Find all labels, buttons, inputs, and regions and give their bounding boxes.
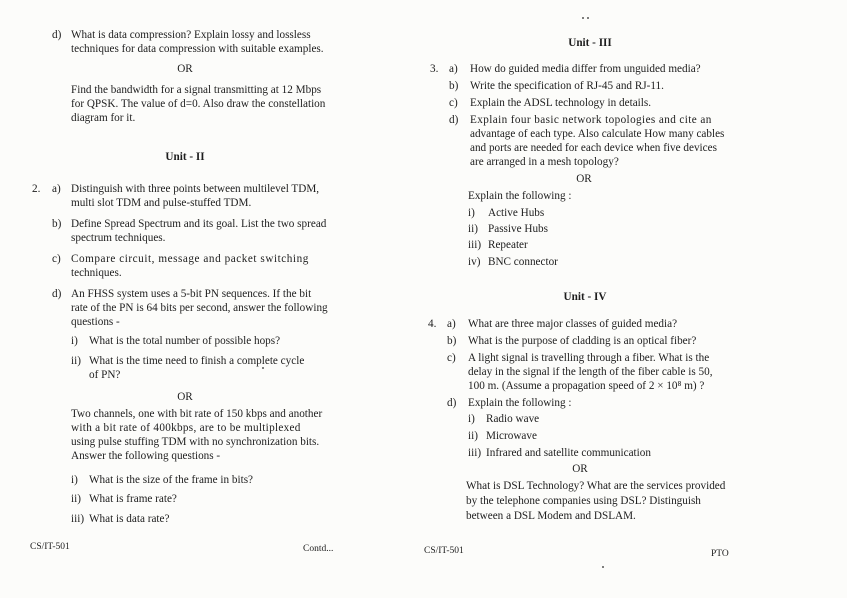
or-separator-1: OR bbox=[177, 63, 193, 75]
q1d-text-line1: What is data compression? Explain lossy and lossless bbox=[71, 29, 311, 41]
or-separator-2: OR bbox=[177, 391, 193, 403]
unit-ii-heading: Unit - II bbox=[165, 151, 205, 163]
q4c-label: c) bbox=[447, 352, 456, 364]
q3d-line2: advantage of each type. Also calculate How many cables bbox=[470, 128, 725, 140]
q3a-label: a) bbox=[449, 63, 458, 75]
alt2-i-label: i) bbox=[71, 474, 78, 486]
q4c-line2: delay in the signal if the length of the fiber cable is 50, bbox=[468, 366, 713, 378]
q3c-text: Explain the ADSL technology in details. bbox=[470, 97, 652, 109]
scan-speck bbox=[602, 566, 604, 568]
q4b-text: What is the purpose of cladding is an optical fiber? bbox=[468, 335, 697, 347]
alt4-line2: by the telephone companies using DSL? Distinguish bbox=[466, 495, 701, 507]
q1d-label: d) bbox=[52, 29, 62, 41]
alt4-line1: What is DSL Technology? What are the services provided bbox=[466, 480, 726, 492]
right-page bbox=[420, 0, 847, 598]
q2a-label: a) bbox=[52, 183, 61, 195]
footer-pto: PTO bbox=[711, 549, 729, 559]
q4b-label: b) bbox=[447, 335, 457, 347]
alt3-iii-label: iii) bbox=[468, 239, 482, 251]
alt3-ii-label: ii) bbox=[468, 223, 478, 235]
scan-speck bbox=[582, 17, 584, 19]
q2b-label: b) bbox=[52, 218, 62, 230]
q3d-line4: are arranged in a mesh topology? bbox=[470, 156, 619, 168]
q2c-label: c) bbox=[52, 253, 61, 265]
q4a-label: a) bbox=[447, 318, 456, 330]
q3-number: 3. bbox=[430, 63, 439, 75]
q3d-line3: and ports are needed for each device when five devices bbox=[470, 142, 717, 154]
alt2-ii-label: ii) bbox=[71, 493, 81, 505]
scan-speck bbox=[262, 367, 264, 369]
q4d-intro: Explain the following : bbox=[468, 397, 572, 409]
alt2-iii-text: What is data rate? bbox=[89, 513, 170, 525]
alt3-i-text: Active Hubs bbox=[488, 207, 545, 219]
alt3-intro: Explain the following : bbox=[468, 190, 572, 202]
q2a-line2: multi slot TDM and pulse-stuffed TDM. bbox=[71, 197, 252, 209]
q4d-label: d) bbox=[447, 397, 457, 409]
alt3-iv-label: iv) bbox=[468, 256, 481, 268]
q3b-text: Write the specification of RJ-45 and RJ-11. bbox=[470, 80, 664, 92]
q2d-line1: An FHSS system uses a 5-bit PN sequences. If the bit bbox=[71, 288, 312, 300]
q4c-line3: 100 m. (Assume a propagation speed of 2 × 10⁸ m) ? bbox=[468, 380, 705, 392]
q1d-text-line2: techniques for data compression with suitable examples. bbox=[71, 43, 324, 55]
q4d-ii-text: Microwave bbox=[486, 430, 537, 442]
q2c-line1: Compare circuit, message and packet switching bbox=[71, 253, 309, 265]
alt1-line1: Find the bandwidth for a signal transmitting at 12 Mbps bbox=[71, 84, 322, 96]
q3d-line1: Explain four basic network topologies and cite an bbox=[470, 114, 712, 126]
alt3-iv-text: BNC connector bbox=[488, 256, 558, 268]
alt4-line3: between a DSL Modem and DSLAM. bbox=[466, 510, 636, 522]
q2d-ii-line1: What is the time need to finish a complete cycle bbox=[89, 355, 305, 367]
q2d-label: d) bbox=[52, 288, 62, 300]
alt2-ii-text: What is frame rate? bbox=[89, 493, 177, 505]
alt2-iii-label: iii) bbox=[71, 513, 85, 525]
alt3-i-label: i) bbox=[468, 207, 475, 219]
alt3-iii-text: Repeater bbox=[488, 239, 528, 251]
q2-number: 2. bbox=[32, 183, 41, 195]
q2d-line2: rate of the PN is 64 bits per second, answer the following bbox=[71, 302, 328, 314]
q4-number: 4. bbox=[428, 318, 437, 330]
q4d-ii-label: ii) bbox=[468, 430, 478, 442]
left-page bbox=[0, 0, 420, 598]
q4c-line1: A light signal is travelling through a fiber. What is the bbox=[468, 352, 710, 364]
footer-code-right: CS/IT-501 bbox=[424, 546, 464, 556]
q2b-line2: spectrum techniques. bbox=[71, 232, 166, 244]
q2d-ii-line2: of PN? bbox=[89, 369, 121, 381]
scan-speck bbox=[587, 17, 589, 19]
footer-contd: Contd... bbox=[303, 544, 334, 554]
q2c-line2: techniques. bbox=[71, 267, 122, 279]
alt3-ii-text: Passive Hubs bbox=[488, 223, 548, 235]
alt2-line4: Answer the following questions - bbox=[71, 450, 221, 462]
q4d-i-label: i) bbox=[468, 413, 475, 425]
q2d-ii-label: ii) bbox=[71, 355, 81, 367]
q3c-label: c) bbox=[449, 97, 458, 109]
q4d-i-text: Radio wave bbox=[486, 413, 540, 425]
q3a-text: How do guided media differ from unguided media? bbox=[470, 63, 701, 75]
alt1-line3: diagram for it. bbox=[71, 112, 136, 124]
or-separator-3: OR bbox=[576, 173, 592, 185]
q3d-label: d) bbox=[449, 114, 459, 126]
q4a-text: What are three major classes of guided media? bbox=[468, 318, 678, 330]
q2d-i-label: i) bbox=[71, 335, 78, 347]
unit-iv-heading: Unit - IV bbox=[563, 291, 607, 303]
alt2-line1: Two channels, one with bit rate of 150 kbps and another bbox=[71, 408, 323, 420]
or-separator-4: OR bbox=[572, 463, 588, 475]
footer-code-left: CS/IT-501 bbox=[30, 542, 70, 552]
unit-iii-heading: Unit - III bbox=[568, 37, 612, 49]
q2d-i-text: What is the total number of possible hops? bbox=[89, 335, 281, 347]
q4d-iii-label: iii) bbox=[468, 447, 482, 459]
q2b-line1: Define Spread Spectrum and its goal. List the two spread bbox=[71, 218, 327, 230]
q2a-line1: Distinguish with three points between multilevel TDM, bbox=[71, 183, 320, 195]
alt2-i-text: What is the size of the frame in bits? bbox=[89, 474, 254, 486]
alt2-line3: using pulse stuffing TDM with no synchronization bits. bbox=[71, 436, 320, 448]
alt2-line2: with a bit rate of 400kbps, are to be multiplexed bbox=[71, 422, 301, 434]
q2d-line3: questions - bbox=[71, 316, 120, 328]
alt1-line2: for QPSK. The value of d=0. Also draw the constellation bbox=[71, 98, 326, 110]
q4d-iii-text: Infrared and satellite communication bbox=[486, 447, 651, 459]
q3b-label: b) bbox=[449, 80, 459, 92]
